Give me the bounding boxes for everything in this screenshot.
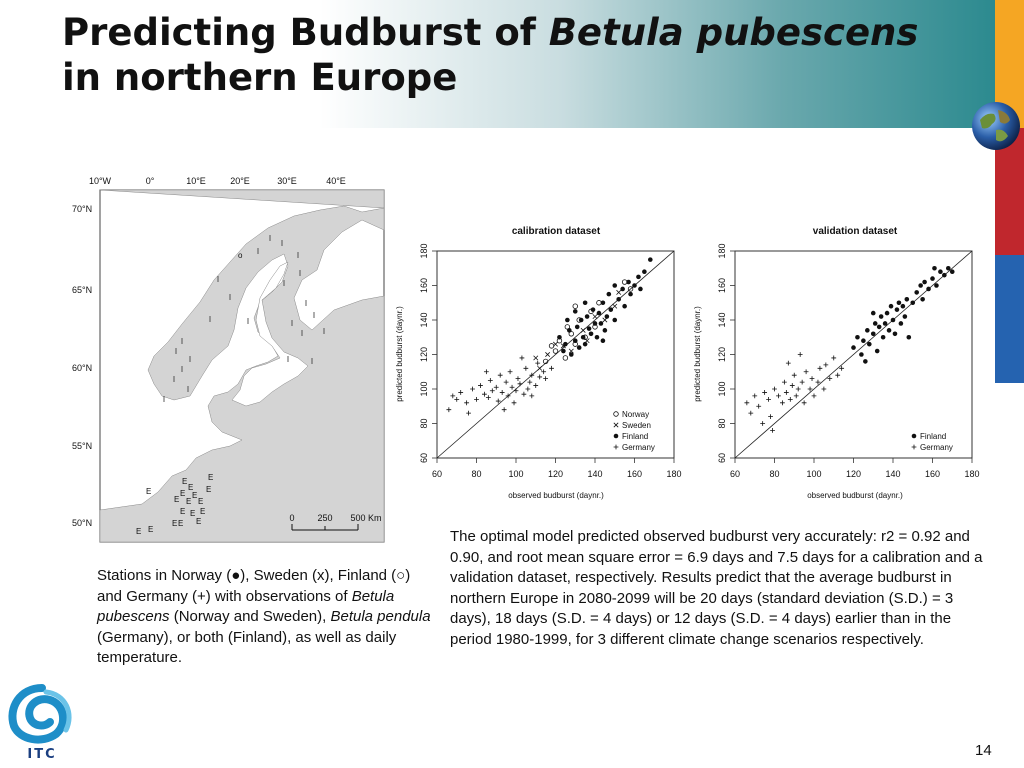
station-marker: E bbox=[190, 509, 196, 518]
y-axis-ticks bbox=[419, 243, 437, 463]
x-axis-label: observed budburst (daynr.) bbox=[807, 491, 903, 500]
legend-label: Norway bbox=[622, 410, 650, 419]
station-marker: E bbox=[182, 477, 188, 486]
data-point-finland bbox=[865, 328, 870, 333]
calibration-scatter-chart bbox=[395, 226, 682, 500]
station-marker: E bbox=[192, 491, 198, 500]
x-tick-label: 80 bbox=[769, 469, 780, 479]
data-point-finland bbox=[569, 352, 574, 357]
lat-label: 55°N bbox=[72, 441, 93, 451]
y-axis-label: predicted budburst (daynr.) bbox=[693, 306, 702, 402]
x-axis-ticks bbox=[432, 458, 682, 479]
lat-label: 50°N bbox=[72, 518, 93, 528]
data-point-finland bbox=[871, 332, 876, 337]
station-marker: E bbox=[196, 517, 202, 526]
legend-label: Finland bbox=[622, 432, 649, 441]
lon-label: 10°W bbox=[88, 176, 112, 186]
data-point-finland bbox=[922, 280, 927, 285]
map-caption bbox=[97, 566, 437, 669]
data-point-finland bbox=[609, 307, 614, 312]
data-point-finland bbox=[861, 338, 866, 343]
data-point-finland bbox=[879, 314, 884, 319]
chart-title: calibration dataset bbox=[511, 226, 601, 237]
data-point-finland bbox=[938, 269, 943, 274]
title-line1-text: Predicting Budburst of bbox=[62, 11, 549, 54]
data-point-finland bbox=[557, 335, 562, 340]
data-point-finland bbox=[565, 318, 570, 323]
data-point-finland bbox=[934, 283, 939, 288]
y-tick-label: 180 bbox=[717, 243, 727, 259]
caption-text: (Germany), or both (Finland), as well as daily temperature. bbox=[97, 628, 397, 666]
slide-title bbox=[62, 10, 918, 100]
station-marker: E bbox=[188, 483, 194, 492]
station-marker: E bbox=[208, 473, 214, 482]
data-point-finland bbox=[620, 287, 625, 292]
data-point-finland bbox=[895, 307, 900, 312]
x-tick-label: 80 bbox=[471, 469, 482, 479]
data-point-finland bbox=[930, 276, 935, 281]
data-point-finland bbox=[597, 311, 602, 316]
station-marker: E bbox=[180, 489, 186, 498]
y-tick-label: 120 bbox=[419, 346, 429, 363]
y-tick-label: 160 bbox=[717, 277, 727, 294]
data-point-finland bbox=[638, 287, 643, 292]
y-tick-label: 100 bbox=[419, 381, 429, 397]
caption-text: (Norway and Sweden), bbox=[169, 608, 331, 625]
data-point-finland bbox=[573, 309, 578, 314]
lat-label: 65°N bbox=[72, 285, 93, 295]
data-point-finland bbox=[855, 335, 860, 340]
lon-label: 0° bbox=[145, 176, 155, 186]
y-tick-label: 100 bbox=[717, 381, 727, 397]
data-point-finland bbox=[918, 283, 923, 288]
data-point-finland bbox=[863, 359, 868, 364]
lon-label: 30°E bbox=[277, 176, 297, 186]
data-point-finland bbox=[595, 335, 600, 340]
station-marker: E bbox=[172, 519, 178, 528]
data-point-finland bbox=[561, 349, 566, 354]
station-marker: E bbox=[178, 519, 184, 528]
x-tick-label: 100 bbox=[508, 469, 524, 479]
data-point-finland bbox=[871, 311, 876, 316]
x-tick-label: 60 bbox=[729, 469, 741, 479]
lat-label: 60°N bbox=[72, 363, 93, 373]
data-point-finland bbox=[877, 325, 882, 330]
data-point-finland bbox=[881, 335, 886, 340]
data-point-finland bbox=[901, 304, 906, 309]
title-species-name: Betula pubescens bbox=[548, 11, 919, 54]
data-point-finland bbox=[632, 283, 637, 288]
logo-text: ITC bbox=[27, 747, 57, 762]
station-map bbox=[62, 170, 392, 550]
lon-label: 40°E bbox=[326, 176, 346, 186]
globe-icon bbox=[970, 100, 1022, 152]
legend-label: Germany bbox=[920, 443, 953, 452]
legend-symbol bbox=[912, 434, 917, 439]
x-tick-label: 160 bbox=[626, 469, 643, 479]
station-marker: E bbox=[200, 507, 206, 516]
data-point-finland bbox=[628, 292, 633, 297]
station-marker: o bbox=[238, 251, 243, 260]
data-point-finland bbox=[875, 349, 880, 354]
data-point-finland bbox=[567, 328, 572, 333]
brand-stripe-blue bbox=[995, 255, 1024, 383]
data-point-finland bbox=[883, 321, 888, 326]
station-marker: E bbox=[136, 527, 142, 536]
map-lon-labels bbox=[89, 176, 346, 186]
data-point-finland bbox=[607, 292, 612, 297]
title-line2-text: in northern Europe bbox=[62, 56, 458, 99]
lat-label: 70°N bbox=[72, 204, 93, 214]
data-point-finland bbox=[910, 300, 915, 305]
legend-label: Sweden bbox=[622, 421, 651, 430]
data-point-finland bbox=[581, 335, 586, 340]
data-point-finland bbox=[612, 283, 617, 288]
data-point-finland bbox=[601, 300, 606, 305]
data-point-finland bbox=[885, 311, 890, 316]
data-point-finland bbox=[914, 290, 919, 295]
data-point-finland bbox=[897, 300, 902, 305]
x-axis-ticks bbox=[730, 458, 980, 479]
data-point-finland bbox=[577, 345, 582, 350]
data-point-finland bbox=[575, 325, 580, 330]
station-marker: E bbox=[206, 485, 212, 494]
y-tick-label: 140 bbox=[419, 312, 429, 328]
data-point-finland bbox=[591, 307, 596, 312]
data-point-finland bbox=[636, 275, 641, 280]
y-axis-ticks bbox=[717, 243, 735, 463]
data-point-finland bbox=[589, 332, 594, 337]
validation-scatter-chart bbox=[693, 226, 980, 500]
scatter-plots bbox=[390, 220, 990, 510]
y-tick-label: 80 bbox=[419, 418, 429, 429]
data-point-finland bbox=[932, 266, 937, 271]
scalebar-label: 250 bbox=[317, 513, 333, 523]
y-tick-label: 180 bbox=[419, 243, 429, 259]
data-point-finland bbox=[599, 321, 604, 326]
legend-label: Germany bbox=[622, 443, 655, 452]
data-point-finland bbox=[587, 326, 592, 331]
data-point-finland bbox=[648, 257, 653, 262]
map-frame bbox=[100, 190, 384, 542]
scalebar-label: 500 Km bbox=[350, 513, 382, 523]
x-tick-label: 140 bbox=[587, 469, 603, 479]
x-tick-label: 60 bbox=[431, 469, 443, 479]
data-point-finland bbox=[950, 269, 955, 274]
station-marker: E bbox=[174, 495, 180, 504]
x-tick-label: 160 bbox=[924, 469, 941, 479]
data-point-finland bbox=[626, 280, 631, 285]
data-point-finland bbox=[889, 304, 894, 309]
page-number: 14 bbox=[975, 742, 992, 759]
data-point-finland bbox=[903, 314, 908, 319]
y-axis-label: predicted budburst (daynr.) bbox=[395, 306, 404, 402]
data-point-finland bbox=[887, 328, 892, 333]
scalebar-label: 0 bbox=[289, 513, 295, 523]
data-point-finland bbox=[563, 342, 568, 347]
data-point-finland bbox=[601, 338, 606, 343]
x-tick-label: 180 bbox=[964, 469, 980, 479]
data-point-finland bbox=[873, 321, 878, 326]
station-marker: E bbox=[146, 487, 152, 496]
x-tick-label: 120 bbox=[547, 469, 564, 479]
itc-logo bbox=[6, 682, 78, 762]
station-marker: E bbox=[180, 507, 186, 516]
data-point-finland bbox=[585, 314, 590, 319]
data-point-finland bbox=[642, 269, 647, 274]
x-axis-label: observed budburst (daynr.) bbox=[508, 491, 604, 500]
data-point-finland bbox=[612, 318, 617, 323]
data-point-finland bbox=[867, 342, 872, 347]
data-point-finland bbox=[603, 328, 608, 333]
lon-label: 20°E bbox=[230, 176, 250, 186]
y-tick-label: 120 bbox=[717, 346, 727, 363]
y-tick-label: 60 bbox=[717, 452, 727, 464]
x-tick-label: 140 bbox=[885, 469, 901, 479]
caption-text: Stations in Norway (●), Sweden (x), Finland (○) and Germany (+) with observations of bbox=[97, 567, 411, 605]
data-point-finland bbox=[907, 335, 912, 340]
data-point-finland bbox=[920, 297, 925, 302]
caption-species: Betula pubescens bbox=[97, 587, 395, 625]
station-marker: E bbox=[198, 497, 204, 506]
data-point-finland bbox=[893, 332, 898, 337]
data-point-finland bbox=[583, 300, 588, 305]
caption-species: Betula pendula bbox=[330, 608, 431, 625]
data-point-finland bbox=[851, 345, 856, 350]
data-point-finland bbox=[605, 314, 610, 319]
data-point-finland bbox=[583, 342, 588, 347]
data-point-finland bbox=[579, 318, 584, 323]
lon-label: 10°E bbox=[186, 176, 206, 186]
y-tick-label: 140 bbox=[717, 312, 727, 328]
x-tick-label: 100 bbox=[806, 469, 822, 479]
data-point-finland bbox=[942, 273, 947, 278]
data-point-finland bbox=[616, 297, 621, 302]
data-point-finland bbox=[593, 321, 598, 326]
data-point-finland bbox=[573, 338, 578, 343]
station-marker: E bbox=[186, 497, 192, 506]
map-lat-labels bbox=[72, 204, 92, 528]
data-point-finland bbox=[905, 297, 910, 302]
data-point-finland bbox=[622, 304, 627, 309]
y-tick-label: 160 bbox=[419, 277, 429, 294]
legend-symbol bbox=[614, 434, 619, 439]
data-point-finland bbox=[946, 266, 951, 271]
data-point-finland bbox=[899, 321, 904, 326]
y-tick-label: 80 bbox=[717, 418, 727, 429]
data-point-finland bbox=[926, 287, 931, 292]
legend-label: Finland bbox=[920, 432, 947, 441]
y-tick-label: 60 bbox=[419, 452, 429, 464]
data-point-finland bbox=[891, 318, 896, 323]
data-point-finland bbox=[859, 352, 864, 357]
x-tick-label: 180 bbox=[666, 469, 682, 479]
chart-title: validation dataset bbox=[812, 226, 898, 237]
station-marker: E bbox=[148, 525, 154, 534]
x-tick-label: 120 bbox=[845, 469, 862, 479]
results-description: The optimal model predicted observed budburst very accurately: r2 = 0.92 and 0.90, and root mean square error = 6.9 days and 7.5 days for a calibration and a validation dataset, respectively. Results predict that the average budburst in northern Europe in 2080-2099 will be 20 days (standard deviation (S.D.) = 3 days), 18 days (S.D. = 4 days) or 12 days (S.D. = 4 days) earlier than in the period 1980-1999, for 3 different climate change scenarios respectively. bbox=[450, 528, 983, 648]
